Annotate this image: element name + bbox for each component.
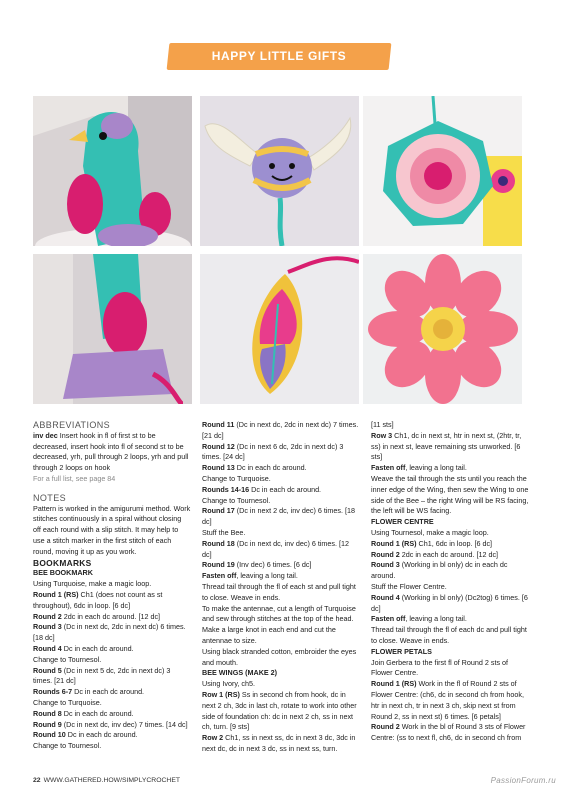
pattern-line [33,655,191,666]
pattern-line [371,679,531,722]
flower-petals-heading: FLOWER PETALS [371,646,432,656]
pattern-line-label: Rounds 14-16 [202,484,250,494]
pattern-line-label: Rounds 6-7 [33,687,73,697]
pattern-line-text: (Inv dec) 6 times. [6 dc] [234,560,312,570]
pattern-line-text: Dc in each dc around. [65,730,138,740]
pattern-line-label: Round 2 [33,611,62,621]
footer-url[interactable]: WWW.GATHERED.HOW/SIMPLYCROCHET [43,777,181,784]
pattern-line [371,560,531,582]
pattern-line-text: Change to Tournesol. [202,495,271,505]
pattern-line [371,420,531,431]
pattern-line-text: Dc in each dc around. [234,463,307,473]
pattern-line [202,496,360,507]
pattern-lines [202,420,360,668]
photo-bird-body [33,254,192,404]
flower-centre-heading: FLOWER CENTRE [371,517,434,527]
pattern-line [33,622,191,644]
bookmarks-heading: BOOKMARKS [33,557,92,568]
pattern-line-text: Change to Tournesol. [33,654,102,664]
bee-bookmark-heading: BEE BOOKMARK [33,568,93,578]
pattern-line [33,666,191,688]
pattern-line [33,687,191,698]
pattern-line-text: 2dc in each dc around. [12 dc] [399,549,499,559]
pattern-line-label: Fasten off [371,463,406,473]
pattern-line-label: Round 17 [202,506,235,516]
pattern-line-text: (Dc in next 5 dc, 2dc in next dc) 3 times. [21 dc] [33,665,171,686]
pattern-line [202,679,360,690]
pattern-line-text: Ch1, ss in next ss, dc in next 3 dc, 3dc in next dc, dc in next 3 dc, ss in next ss, turn. [202,733,356,753]
pattern-line-text: (Dc in next dc, 2dc in next dc) 7 times. [21 dc] [202,420,359,440]
pattern-line-text: , leaving a long tail. [405,463,467,473]
pattern-line-text: Weave the tail through the sts until you reach the inner edge of the Wing, then sew the Wing to one side of the Bee – the right Wing will be RS facing, the left will be WS facing. [371,473,529,516]
pattern-line-label: Row 3 [371,430,393,440]
pattern-line-text: (Dc in next 6 dc, 2dc in next dc) 3 times. [24 dc] [202,441,344,462]
pattern-line-text: Dc in each dc around. [72,687,145,697]
watermark: PassionForum.ru [490,776,556,785]
pattern-line-text: Stuff the Flower Centre. [371,581,447,591]
pattern-line-label: Round 5 [33,665,62,675]
pattern-line [202,539,360,561]
pattern-line [202,485,360,496]
pattern-line-label: Round 18 [202,538,235,548]
collection-title: HAPPY LITTLE GIFTS COLLECTION [211,49,347,90]
pattern-line [371,614,531,625]
pattern-lines [202,679,360,755]
pattern-line-text: Work in the fl of Round 2 sts of Flower Centre: (ch6, dc in second ch from hook, htr in next ch, tr in next 3 ch, skip next st from Round 2, ss in next st) 6 times. [6 petals] [371,679,525,721]
pattern-line [33,590,191,612]
pattern-line [33,579,191,590]
pattern-line [371,474,531,517]
photo-feather-bookmark [200,254,359,404]
pattern-line-label: Round 13 [202,463,235,473]
pattern-line-text: (Working in bl only) dc in each dc around. [371,560,508,581]
pattern-line-text: , leaving a long tail. [405,614,467,624]
pattern-line-text: Change to Turquoise. [202,473,271,483]
pattern-line-text: (Working in bl only) (Dc2tog) 6 times. [6 dc] [371,592,528,613]
pattern-line-text: Ch1, dc in next st, htr in next st, (2htr, tr, ss) in next st, leave remaining sts unworked. [6 sts] [371,430,522,462]
pattern-line [371,431,531,463]
pattern-line [202,690,360,733]
pattern-line [202,733,360,755]
pattern-line [33,698,191,709]
pattern-line-text: Ch1 (does not count as st throughout), 6dc in loop. [6 dc] [33,589,163,610]
notes-heading: NOTES [33,492,67,503]
pattern-line-label: Round 19 [202,560,235,570]
pattern-line [202,474,360,485]
pattern-line [33,612,191,623]
pattern-line [371,550,531,561]
pattern-line-label: Row 2 [202,733,224,743]
pattern-line [202,528,360,539]
pattern-line [202,582,360,604]
pattern-line-text: (Dc in next dc, inv dec) 6 times. [12 dc] [202,538,349,559]
pattern-line-text: Thread tail through the fl of each dc and pull tight to close. Weave in ends. [371,625,527,645]
pattern-line-label: Round 3 [33,622,62,632]
pattern-line [371,722,531,744]
pattern-lines [371,658,531,744]
notes-text: Pattern is worked in the amigurumi method. Work stitches continuously in a spiral without closing off each round with a slip stitch. It may help to use a stitch marker in the first stitch of each round, moving it up as you work. [33,503,191,556]
pattern-line [371,582,531,593]
abbreviations-heading: ABBREVIATIONS [33,420,111,430]
pattern-line-text: Ch1, 6dc in loop. [6 dc] [416,538,493,548]
pattern-line-text: 2dc in each dc around. [12 dc] [61,611,161,621]
pattern-line-label: Round 2 [371,549,400,559]
bee-wings-heading: BEE WINGS (MAKE 2) [202,668,278,678]
pattern-line-text: (Dc in next dc, 2dc in next dc) 6 times. [18 dc] [33,622,186,643]
pattern-lines [371,420,531,517]
pattern-line-text: Dc in each dc around. [61,643,134,653]
pattern-line-label: Round 11 [202,420,235,429]
pattern-line [202,463,360,474]
pattern-line-text: (Dc in next dc, inv dec) 7 times. [14 dc] [61,719,188,729]
page-number: 22 [33,777,41,784]
pattern-line-label: Round 4 [371,592,400,602]
pattern-line [33,741,191,752]
text-column-1 [33,420,191,752]
pattern-line [33,720,191,731]
pattern-line [202,442,360,464]
pattern-line-text: Dc in each dc around. [61,708,134,718]
pattern-lines [33,579,191,752]
pattern-line-text: Change to Tournesol. [33,741,102,751]
photo-pink-flower [363,254,522,404]
pattern-line-text: Work in the bl of Round 3 sts of Flower Centre: (ss to next fl, ch6, dc in second ch from [371,722,526,743]
photo-flower-coaster [363,96,522,246]
pattern-line-label: Round 4 [33,643,62,653]
pattern-line-text: Stuff the Bee. [202,527,246,537]
pattern-line [202,647,360,669]
pattern-line-text: To make the antennae, cut a length of Turquoise and sew through stitches at the top of the head. Make a large knot in each end and cut the antennae to size. [202,603,356,645]
pattern-line [33,644,191,655]
pattern-line-text: Thread tail through the fl of each st and pull tight to close. Weave in ends. [202,581,356,602]
abbreviation-note: For a full list, see page 84 [33,473,116,483]
pattern-line [371,528,531,539]
pattern-line [371,625,531,647]
text-column-2 [202,420,360,755]
pattern-line [202,604,360,647]
abbreviation-entry [33,431,191,474]
pattern-line-label: Round 8 [33,708,62,718]
pattern-line-text: Using Tournesol, make a magic loop. [371,527,489,537]
pattern-line [371,658,531,680]
pattern-line-label: Round 1 (RS) [371,679,417,689]
pattern-line-text: Ss in second ch from hook, dc in next 2 ch, 3dc in last ch, rotate to work into other side of foundation ch: dc in next 2 ch, ss in next ch, turn. [9 sts] [202,689,357,732]
abbreviation-definition: Insert hook in fl of first st to be decreased, insert hook into fl of second st to be decreased, yrh, pull through 2 loops, yrh and pull through 2 loops on hook [33,430,189,473]
pattern-line [202,420,360,442]
pattern-line [371,463,531,474]
photo-bird-head [33,96,192,246]
pattern-line [371,539,531,550]
pattern-line-text: Using Ivory, ch5. [202,679,255,689]
pattern-line-label: Round 1 (RS) [371,538,417,548]
pattern-line [202,560,360,571]
pattern-line-label: Round 2 [371,722,400,732]
pattern-line-text: Change to Turquoise. [33,697,102,707]
pattern-line [371,593,531,615]
pattern-line [33,709,191,720]
pattern-line-text: Using Turquoise, make a magic loop. [33,579,152,589]
pattern-line-text: [11 sts] [371,420,394,429]
pattern-line-label: Round 12 [202,441,235,451]
pattern-line-label: Round 9 [33,719,62,729]
pattern-line [33,730,191,741]
pattern-line-label: Round 10 [33,730,66,740]
pattern-line [202,506,360,528]
page-footer [33,777,180,784]
text-column-3 [371,420,531,744]
pattern-line-text: Join Gerbera to the first fl of Round 2 sts of Flower Centre. [371,657,509,678]
pattern-lines [371,528,531,647]
pattern-line-text: , leaving a long tail. [236,571,298,581]
photo-bee-bookmark [200,96,359,246]
pattern-line-text: (Dc in next 2 dc, inv dec) 6 times. [18 dc] [202,506,355,527]
pattern-line-label: Fasten off [202,571,237,581]
pattern-line-label: Round 3 [371,560,400,570]
pattern-line-label: Fasten off [371,614,406,624]
pattern-line-text: Dc in each dc around. [249,484,322,494]
pattern-line-text: Using black stranded cotton, embroider the eyes and mouth. [202,646,357,667]
pattern-line [202,571,360,582]
abbreviation-term: inv dec [33,430,58,440]
pattern-line-label: Round 1 (RS) [33,589,79,599]
pattern-line-label: Row 1 (RS) [202,689,240,699]
